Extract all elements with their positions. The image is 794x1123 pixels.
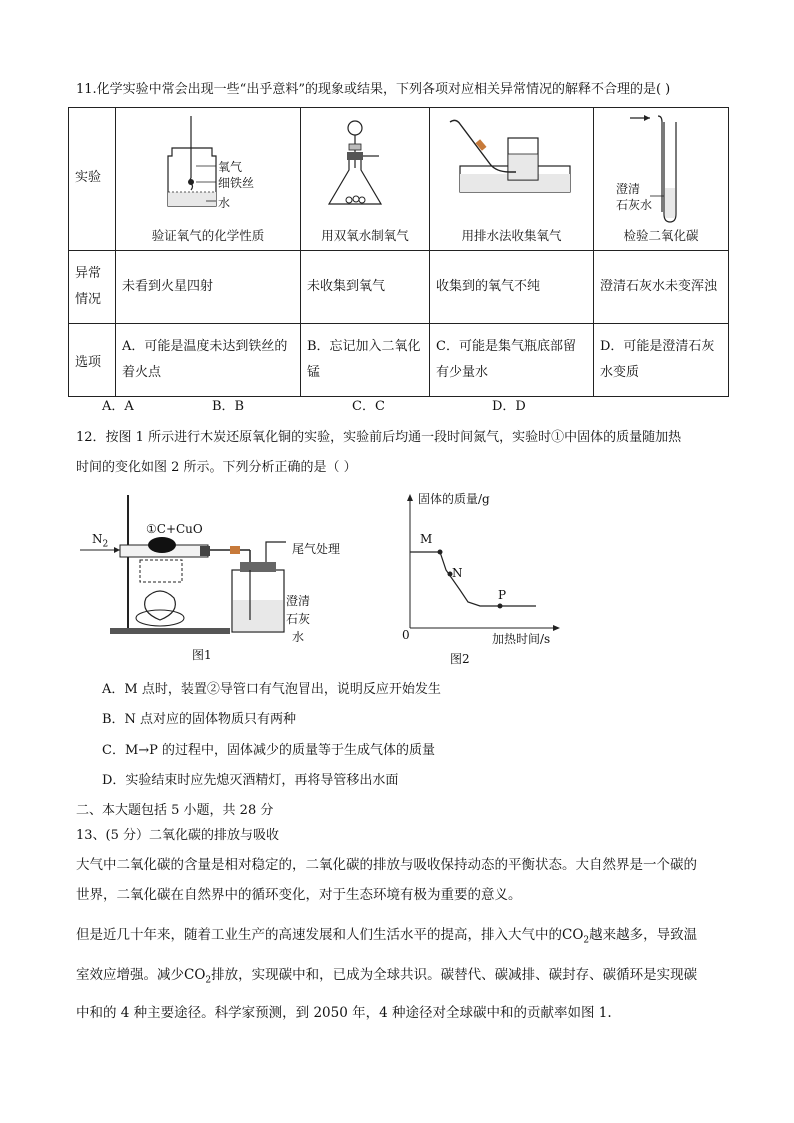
caption-h2o2: 用双氧水制氧气 xyxy=(321,228,409,243)
abnormal-b: 未收集到氧气 xyxy=(301,251,430,324)
mass-time-graph xyxy=(396,490,566,640)
figure-1 xyxy=(80,490,380,670)
abnormal-a: 未看到火星四射 xyxy=(116,251,301,324)
exp-cell-h2o2 xyxy=(301,108,430,251)
label-water: 水 xyxy=(218,196,231,210)
abnormal-c: 收集到的氧气不纯 xyxy=(430,251,594,324)
q13-para2-line1: 但是近几十年来，随着工业生产的高速发展和人们生活水平的提高，排入大气中的$CO_2$越来越多，导致温 xyxy=(76,927,698,946)
label-iron-wire: 细铁丝 xyxy=(218,176,255,190)
caption-co2-test: 检验二氧化碳 xyxy=(623,228,699,243)
caption-oxygen-property: 验证氧气的化学性质 xyxy=(151,228,265,243)
figure-1-label: 图1 xyxy=(192,648,212,662)
q12-choice-c[interactable]: C．M→P 的过程中，固体减少的质量等于生成气体的质量 xyxy=(102,743,436,758)
q13-para2-line2: 室效应增强。减少$CO_2$排放，实现碳中和，已成为全球共识。碳替代、碳减排、碳封存、碳循环是实现碳 xyxy=(76,967,698,986)
abnormal-d: 澄清石灰水未变浑浊 xyxy=(594,251,729,324)
q12-stem-line1: 12．按图 1 所示进行木炭还原氧化铜的实验，实验前后均通一段时间氮气，实验时①中固体的质量随加热 xyxy=(76,430,682,445)
exp-cell-co2-test xyxy=(594,108,729,251)
x-axis-label: 加热时间/s xyxy=(492,632,551,646)
option-b: B．忘记加入二氧化锰 xyxy=(301,324,430,397)
label-limewater: 石灰水 xyxy=(616,198,653,212)
q13-para1-line1: 大气中二氧化碳的含量是相对稳定的，二氧化碳的排放与吸收保持动态的平衡状态。大自然界是一个碳的 xyxy=(76,857,697,873)
label-lime-1: 澄清 xyxy=(286,594,311,608)
row-label-abnormal: 异常情况 xyxy=(69,251,116,324)
origin-label: 0 xyxy=(402,628,410,642)
q12-stem-line2: 时间的变化如图 2 所示。下列分析正确的是（ ） xyxy=(76,460,357,475)
label-lime-2: 石灰 xyxy=(286,612,311,626)
label-lime-3: 水 xyxy=(292,630,305,644)
q13-title: 13、(5 分）二氧化碳的排放与吸收 xyxy=(76,828,280,843)
q11-stem: 11.化学实验中常会出现一些“出乎意料”的现象或结果，下列各项对应相关异常情况的解释不合理的是( ) xyxy=(76,82,671,97)
q13-para1-line2: 世界，二氧化碳在自然界中的循环变化，对于生态环境有极为重要的意义。 xyxy=(76,887,522,903)
q11-table xyxy=(68,107,729,397)
point-p-label: P xyxy=(498,588,507,602)
label-reactant: ①C+CuO xyxy=(146,522,203,536)
exp-cell-water-collection xyxy=(430,108,594,251)
point-n-label: N xyxy=(452,566,463,580)
q12-choice-b[interactable]: B．N 点对应的固体物质只有两种 xyxy=(102,712,297,727)
row-label-experiment: 实验 xyxy=(69,108,116,251)
figure-2 xyxy=(396,490,566,670)
option-a: A．可能是温度未达到铁丝的着火点 xyxy=(116,324,301,397)
label-n2: $N_2$ xyxy=(92,532,109,550)
q12-choice-d[interactable]: D．实验结束时应先熄灭酒精灯，再将导管移出水面 xyxy=(102,773,399,788)
q11-choice-a[interactable]: A．A xyxy=(102,399,134,414)
option-c: C．可能是集气瓶底部留有少量水 xyxy=(430,324,594,397)
label-tail-gas: 尾气处理 xyxy=(292,542,341,556)
caption-water-collection: 用排水法收集氧气 xyxy=(461,228,562,243)
exp-cell-oxygen-property xyxy=(116,108,301,251)
label-oxygen: 氧气 xyxy=(218,160,243,174)
q11-choice-d[interactable]: D．D xyxy=(492,399,526,414)
figure-2-label: 图2 xyxy=(450,652,470,666)
row-label-option: 选项 xyxy=(69,324,116,397)
q11-choice-b[interactable]: B．B xyxy=(212,399,245,414)
label-clear: 澄清 xyxy=(616,182,641,196)
carbon-reduction-apparatus xyxy=(80,490,380,640)
option-d: D．可能是澄清石灰水变质 xyxy=(594,324,729,397)
point-m-label: M xyxy=(420,532,433,546)
y-axis-label: 固体的质量/g xyxy=(418,492,490,506)
section-2-heading: 二、本大题包括 5 小题，共 28 分 xyxy=(76,803,274,818)
q11-choice-c[interactable]: C．C xyxy=(352,399,385,414)
q12-choice-a[interactable]: A．M 点时，装置②导管口有气泡冒出，说明反应开始发生 xyxy=(102,682,441,697)
q13-para2-line3: 中和的 4 种主要途径。科学家预测，到 2050 年，4 种途径对全球碳中和的贡献率如图 1. xyxy=(76,1005,612,1021)
